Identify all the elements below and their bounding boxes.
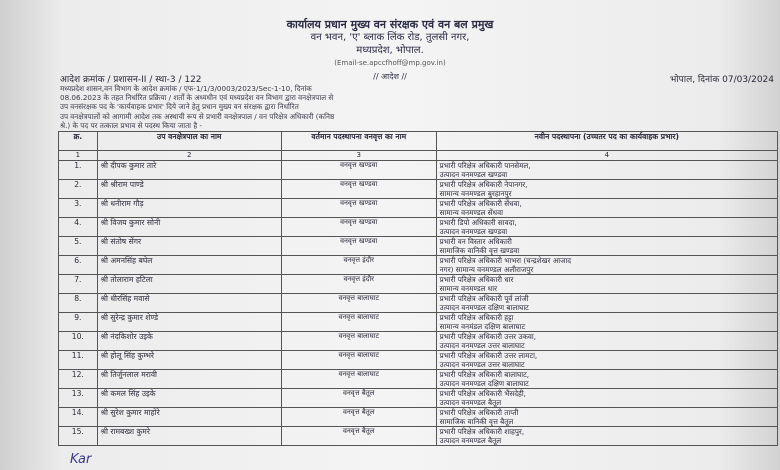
row-current-circle: वनवृत्त बालाघाट	[281, 313, 436, 332]
header-name: उप वनक्षेत्रपाल का नाम	[97, 132, 281, 151]
row-officer-name: श्री धनीराम गौड़	[97, 199, 281, 218]
row-serial: 4.	[59, 218, 98, 237]
row-current-circle: वनवृत्त बैतूल	[281, 389, 436, 408]
row-new-posting	[436, 294, 777, 313]
row-current-circle: वनवृत्त खण्डवा	[281, 199, 436, 218]
handwritten-signature: Kar	[70, 452, 92, 467]
new-posting-line2: सामाजिक वानिकी वृत्त बैतूल	[439, 417, 514, 426]
table-row	[59, 332, 778, 351]
new-posting-line2: उत्पादन वनमण्डल उत्तर बालाघाट	[439, 341, 525, 350]
row-serial: 7.	[59, 275, 98, 294]
row-new-posting	[436, 218, 777, 237]
table-row	[59, 237, 778, 256]
new-posting-line1: प्रभारी परिक्षेत्र अधिकारी पानसेमल,	[439, 161, 531, 170]
row-officer-name: श्री होलू सिंह कुम्भरे	[97, 351, 281, 370]
new-posting-line2: सामान्य वनमण्डल बुरहानपुर	[439, 189, 512, 198]
row-new-posting	[436, 256, 777, 275]
new-posting-line1: प्रभारी परिक्षेत्र अधिकारी पूर्व लांजी	[439, 294, 529, 303]
new-posting-line1: प्रभारी परिक्षेत्र अधिकारी भाभरा (चन्द्रशेखर आजाद	[439, 256, 572, 265]
new-posting-line2: सामान्य वनमण्डल सेंधवा	[439, 208, 503, 217]
row-officer-name: श्री सुरेश कुमार माहोरे	[97, 408, 281, 427]
office-title: कार्यालय प्रधान मुख्य वन संरक्षक एवं वन बल प्रमुख	[286, 18, 494, 31]
new-posting-line1: प्रभारी परिक्षेत्र अधिकारी नेपानगर,	[439, 180, 528, 189]
row-officer-name: श्री विजय कुमार सोनी	[97, 218, 281, 237]
row-serial: 1.	[59, 161, 98, 180]
row-serial: 13.	[59, 389, 98, 408]
row-current-circle: वनवृत्त खण्डवा	[281, 161, 436, 180]
intro-line: मध्यप्रदेश शासन,वन विभाग के आदेश क्रमांक / एफ-1/1/3/0003/2023/Sec-1-10, दिनांक	[60, 84, 312, 93]
intro-line: 08.06.2023 के तहत निर्धारित प्रक्रिया / शर्तों के अध्यधीन एवं मध्यप्रदेश वन विभाग द्वारा वनक्षेत्रपाल से	[60, 93, 334, 103]
new-posting-line1: प्रभारी परिक्षेत्र अधिकारी शाहपुर,	[439, 427, 525, 436]
new-posting-line1: प्रभारी परिक्षेत्र अधिकारी सेंधवा,	[439, 199, 522, 208]
intro-line: श्रे.) के पद पर तत्काल प्रभाव से पदस्थ किया जाता है -	[60, 120, 203, 130]
header-current-post: वर्तमान पदस्थापना वनवृत्त का नाम	[281, 132, 436, 151]
row-new-posting	[436, 199, 777, 218]
new-posting-line1: प्रभारी परिक्षेत्र अधिकारी भैंसदेही,	[439, 389, 526, 398]
table-row	[59, 294, 778, 313]
row-serial: 5.	[59, 237, 98, 256]
row-current-circle: वनवृत्त बालाघाट	[281, 370, 436, 389]
new-posting-line1: प्रभारी परिक्षेत्र अधिकारी उत्तर लामटा,	[439, 351, 538, 360]
table-row	[59, 161, 778, 180]
row-officer-name: श्री रामबख्श कुमरे	[97, 427, 281, 446]
row-serial: 15.	[59, 427, 98, 446]
new-posting-line1: प्रभारी परिक्षेत्र अधिकारी उत्तर उकवा,	[439, 332, 537, 341]
office-address-line: वन भवन, 'ए' ब्लाक लिंक रोड, तुलसी नगर,	[310, 32, 470, 43]
new-posting-line1: प्रभारी डिपो अधिकारी सावदा,	[439, 218, 517, 227]
row-current-circle: वनवृत्त खण्डवा	[281, 237, 436, 256]
posting-table	[58, 131, 778, 446]
column-index: 4	[436, 151, 777, 161]
table-row	[59, 351, 778, 370]
row-officer-name: श्री श्रीराम पाण्डे	[97, 180, 281, 199]
table-row	[59, 427, 778, 446]
row-officer-name: श्री धीरसिंह मवासे	[97, 294, 281, 313]
table-row	[59, 389, 778, 408]
row-officer-name: श्री दीपक कुमार तारे	[97, 161, 281, 180]
row-new-posting	[436, 370, 777, 389]
table-row	[59, 199, 778, 218]
row-officer-name: श्री तिर्जुनलाल मरावी	[97, 370, 281, 389]
row-serial: 3.	[59, 199, 98, 218]
new-posting-line1: प्रभारी परिक्षेत्र अधिकारी हट्टा	[439, 313, 514, 322]
new-posting-line2: उत्पादन वनमण्डल दक्षिण बालाघाट	[439, 303, 529, 312]
new-posting-line1: प्रभारी वन विस्तार अधिकारी	[439, 237, 512, 246]
header-new-post: नवीन पदस्थापना (उच्चतर पद का कार्यवाहक प्रभार)	[436, 132, 777, 151]
table-row	[59, 180, 778, 199]
new-posting-line2: उत्पादन वनमण्डल बैतूल	[439, 398, 502, 407]
row-new-posting	[436, 332, 777, 351]
new-posting-line1: प्रभारी परिक्षेत्र अधिकारी बालाघाट,	[439, 370, 529, 379]
row-serial: 12.	[59, 370, 98, 389]
row-new-posting	[436, 237, 777, 256]
row-officer-name: श्री सुरेन्द्र कुमार शेण्डे	[97, 313, 281, 332]
row-serial: 2.	[59, 180, 98, 199]
row-serial: 11.	[59, 351, 98, 370]
office-email: (Email-se.apccfhoff@mp.gov.in)	[334, 59, 446, 67]
row-current-circle: वनवृत्त बालाघाट	[281, 351, 436, 370]
new-posting-line2: उत्पादन वनमण्डल बैतूल	[439, 436, 502, 445]
intro-line: उप वनक्षेत्रपालों को आगामी आदेश तक अस्थायी रूप से प्रभारी वनक्षेत्रपाल / वन परिक्षेत्र अधिकारी (कनिष्ठ	[60, 111, 335, 121]
row-current-circle: वनवृत्त बैतूल	[281, 408, 436, 427]
row-current-circle: वनवृत्त खण्डवा	[281, 180, 436, 199]
table-row	[59, 275, 778, 294]
intro-paragraph	[60, 84, 780, 130]
row-new-posting	[436, 161, 777, 180]
new-posting-line2: सामान्य वनमण्डल धार	[439, 284, 498, 293]
row-new-posting	[436, 351, 777, 370]
row-new-posting	[436, 389, 777, 408]
row-current-circle: वनवृत्त बैतूल	[281, 427, 436, 446]
table-row	[59, 218, 778, 237]
new-posting-line1: प्रभारी परिक्षेत्र अधिकारी धार	[439, 275, 514, 284]
row-new-posting	[436, 427, 777, 446]
new-posting-line2: उत्पादन वनमण्डल खण्डवा	[439, 170, 508, 179]
row-officer-name: श्री कमल सिंह उइके	[97, 389, 281, 408]
column-index-row	[59, 151, 778, 161]
new-posting-line2: सामान्य वनमंडल दक्षिण बालाघाट	[439, 322, 526, 331]
new-posting-line2: उत्पादन वनमण्डल दक्षिण बालाघाट	[439, 379, 529, 388]
table-row	[59, 370, 778, 389]
order-heading: // आदेश //	[373, 72, 407, 81]
new-posting-line1: प्रभारी परिक्षेत्र अधिकारी ताप्ती	[439, 408, 519, 417]
new-posting-line2: नगर) सामान्य वनमण्डल अलीराजपुर	[439, 265, 534, 274]
column-index: 2	[97, 151, 281, 161]
row-current-circle: वनवृत्त इंदौर	[281, 275, 436, 294]
new-posting-line2: उत्पादन वनमण्डल खण्डवा	[439, 227, 508, 236]
header-sn: क्र.	[59, 132, 98, 151]
row-serial: 8.	[59, 294, 98, 313]
order-number: आदेश क्रमांक / प्रशासन-II / स्था-3 / 122	[60, 75, 202, 85]
column-index: 3	[281, 151, 436, 161]
row-officer-name: श्री तोलाराम हटिला	[97, 275, 281, 294]
row-new-posting	[436, 313, 777, 332]
new-posting-line2: सामाजिक वानिकी वृत्त खण्डवा	[439, 246, 520, 255]
row-current-circle: वनवृत्त खण्डवा	[281, 218, 436, 237]
table-row	[59, 256, 778, 275]
row-current-circle: वनवृत्त बालाघाट	[281, 332, 436, 351]
row-officer-name: श्री संतोष सेंगर	[97, 237, 281, 256]
table-row	[59, 408, 778, 427]
row-current-circle: वनवृत्त बालाघाट	[281, 294, 436, 313]
column-index: 1	[59, 151, 98, 161]
new-posting-line2: उत्पादन वनमण्डल उत्तर बालाघाट	[439, 360, 525, 369]
row-new-posting	[436, 408, 777, 427]
office-city: मध्यप्रदेश, भोपाल.	[356, 45, 424, 56]
row-current-circle: वनवृत्त इंदौर	[281, 256, 436, 275]
order-date: भोपाल, दिनांक 07/03/2024	[669, 75, 774, 85]
row-serial: 14.	[59, 408, 98, 427]
row-officer-name: श्री अमनसिंह बघेल	[97, 256, 281, 275]
row-serial: 10.	[59, 332, 98, 351]
row-serial: 9.	[59, 313, 98, 332]
table-row	[59, 313, 778, 332]
row-serial: 6.	[59, 256, 98, 275]
intro-line: उप वनसंरक्षक पद के 'कार्यवाहक प्रभार' दिये जाने हेतु प्रधान मुख्य वन संरक्षक द्वारा निर्धारित	[60, 102, 299, 112]
row-new-posting	[436, 180, 777, 199]
row-new-posting	[436, 275, 777, 294]
row-officer-name: श्री नंदकिशोर उइके	[97, 332, 281, 351]
